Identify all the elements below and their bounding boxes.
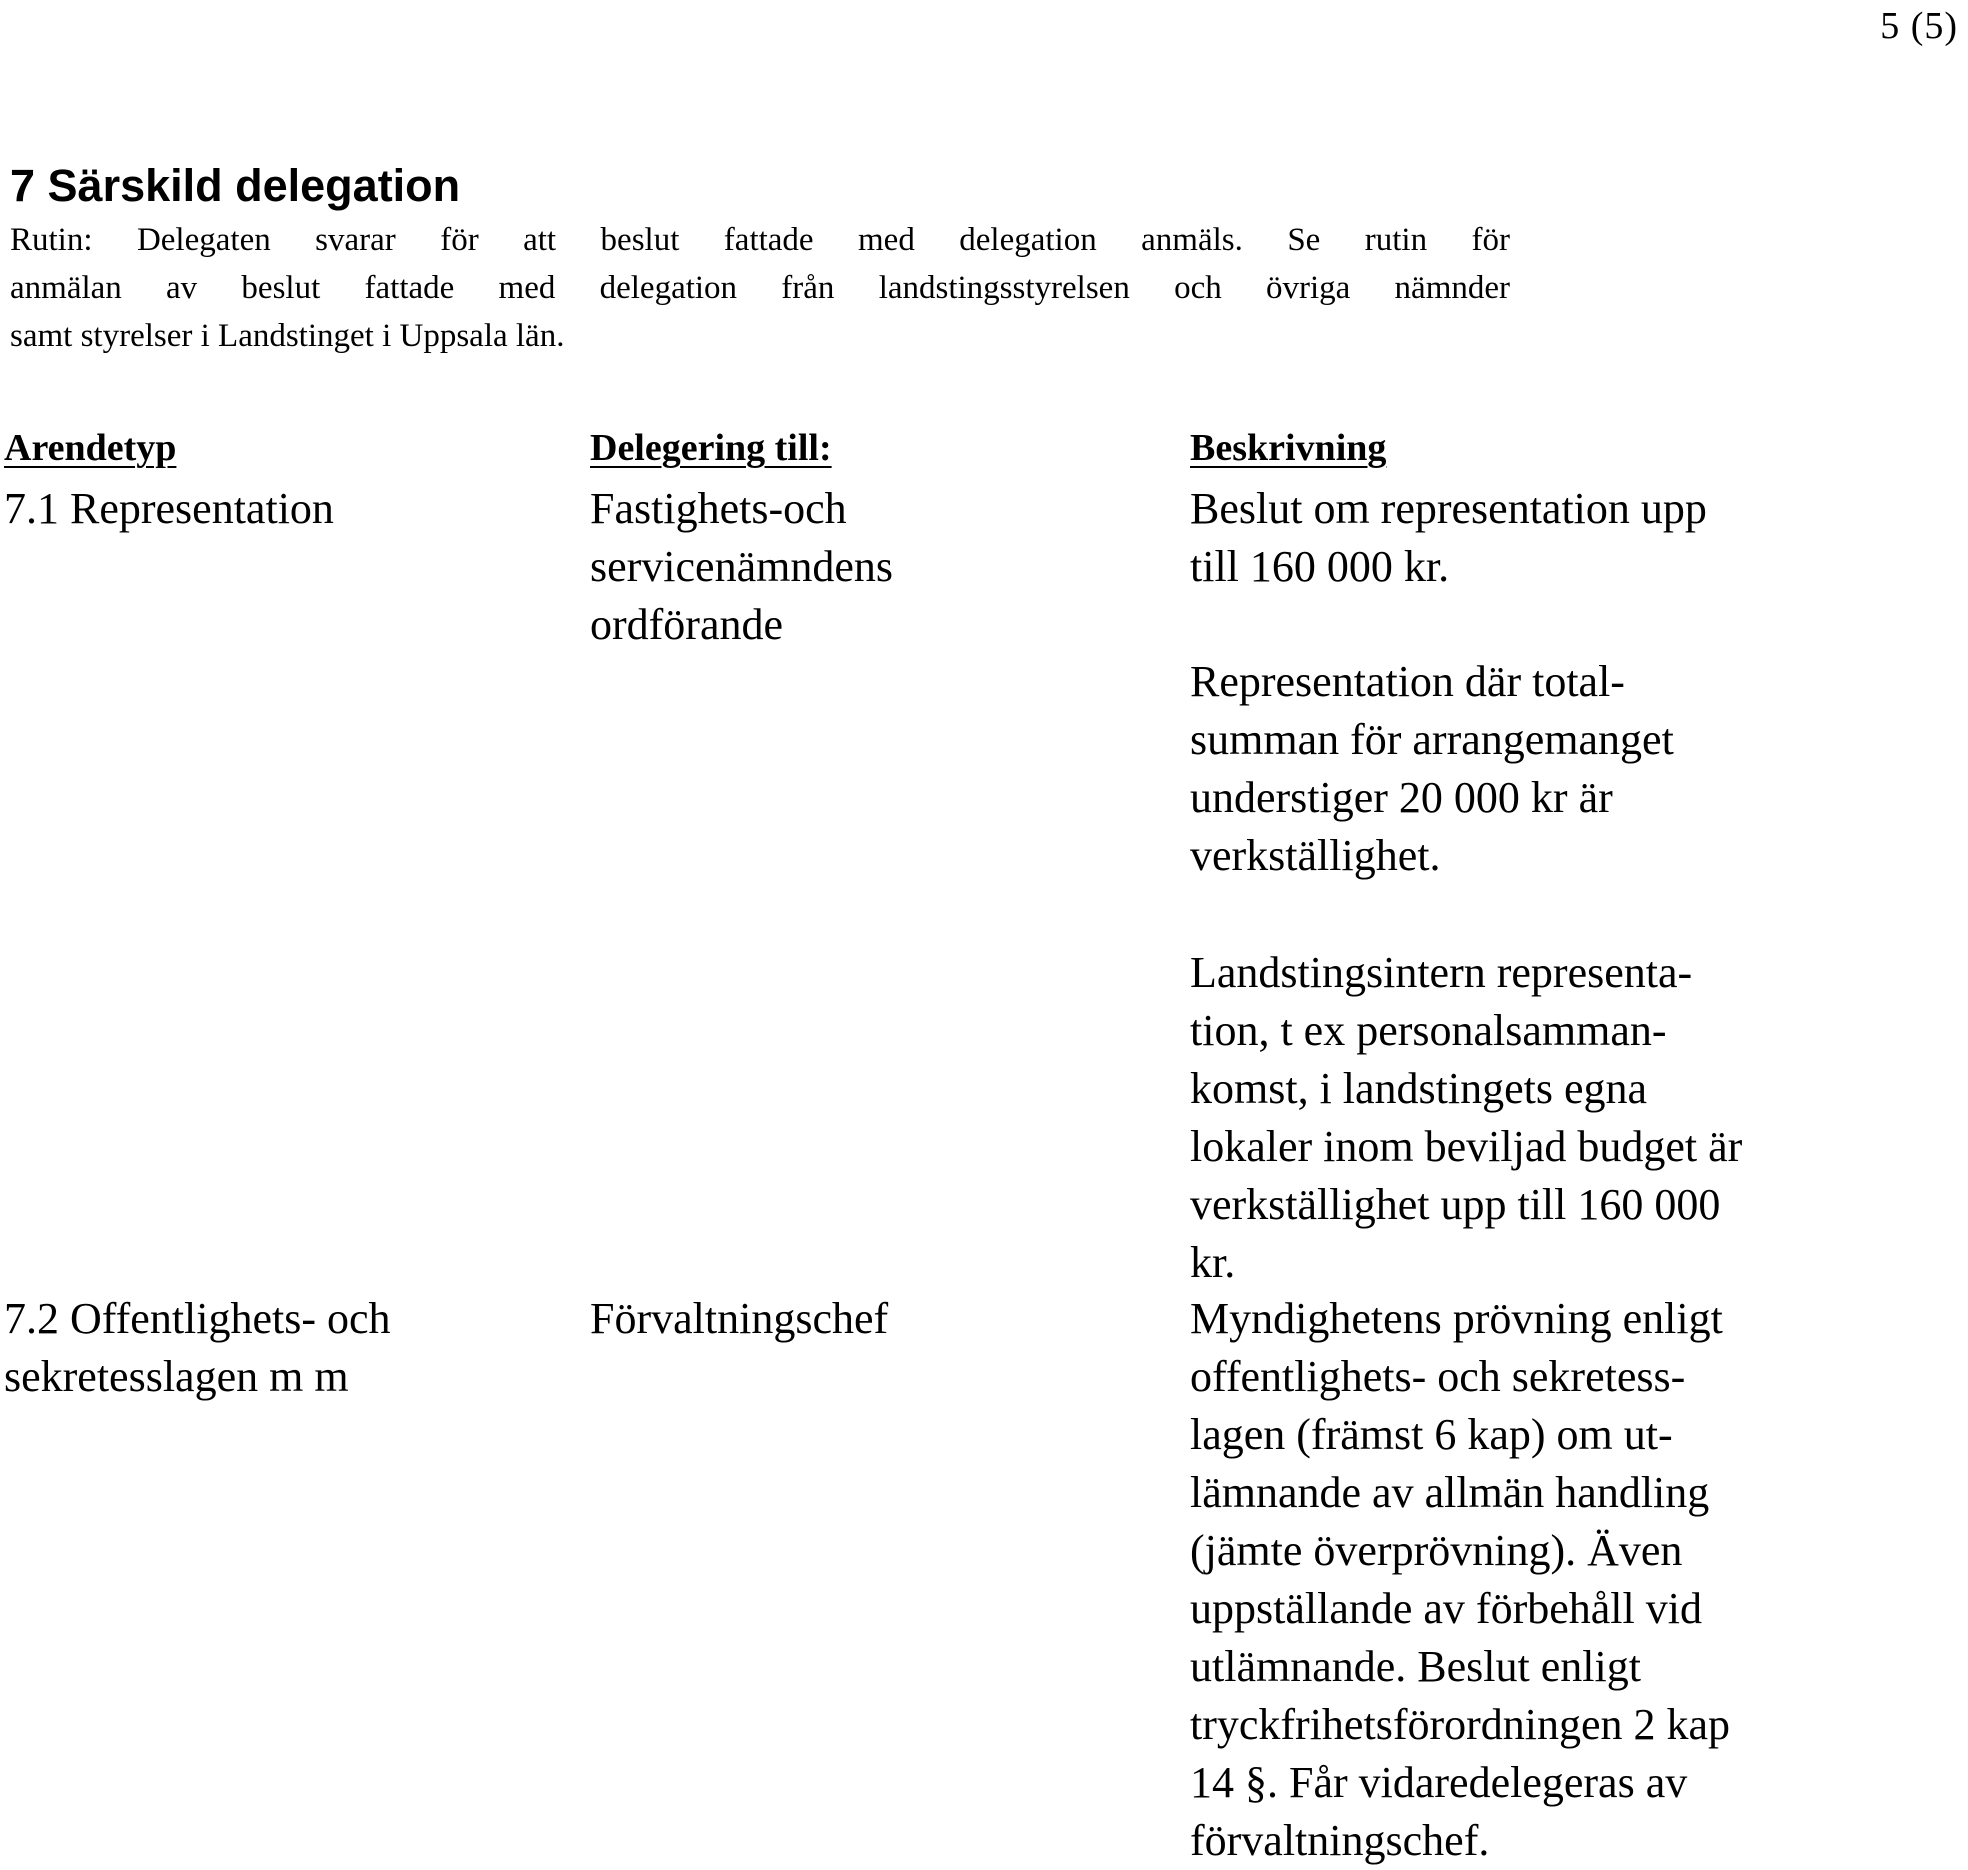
- column-header-beskrivning: Beskrivning: [1190, 427, 1387, 469]
- row-7-2-delegering: [590, 1290, 888, 1348]
- cell-line: tryckfrihetsförordningen 2 kap: [1190, 1700, 1731, 1749]
- cell-line: lagen (främst 6 kap) om ut-: [1190, 1410, 1673, 1459]
- cell-line: förvaltningschef.: [1190, 1816, 1490, 1865]
- cell-line: utlämnande. Beslut enligt: [1190, 1642, 1641, 1691]
- cell-line: Förvaltningschef: [590, 1294, 889, 1343]
- cell-line: (jämte överprövning). Även: [1190, 1526, 1683, 1575]
- cell-line: Beslut om representation upp: [1190, 484, 1707, 533]
- cell-line: Landstingsintern representa-: [1190, 948, 1693, 997]
- routine-line: Rutin: Delegaten svarar för att beslut fattade med delegation anmäls. Se rutin för: [10, 222, 1510, 258]
- cell-line: Representation där total-: [1190, 657, 1625, 706]
- cell-line: sekretesslagen m m: [4, 1352, 349, 1401]
- row-7-1-beskrivning-p3: [1190, 944, 1742, 1292]
- cell-line: 14 §. Får vidaredelegeras av: [1190, 1758, 1688, 1807]
- cell-line: summan för arrangemanget: [1190, 715, 1674, 764]
- cell-line: servicenämndens: [590, 542, 893, 591]
- routine-line: samt styrelser i Landstinget i Uppsala län.: [10, 318, 565, 354]
- routine-paragraph: [10, 216, 1510, 360]
- row-7-1-beskrivning-p1: [1190, 480, 1707, 596]
- row-7-2-beskrivning: [1190, 1290, 1730, 1870]
- row-7-2-arendetyp: [4, 1290, 391, 1406]
- row-7-1-arendetyp: [4, 480, 334, 538]
- cell-line: 7.2 Offentlighets- och: [4, 1294, 391, 1343]
- cell-line: offentlighets- och sekretess-: [1190, 1352, 1686, 1401]
- cell-line: lämnande av allmän handling: [1190, 1468, 1710, 1517]
- cell-line: till 160 000 kr.: [1190, 542, 1450, 591]
- cell-line: Fastighets-och: [590, 484, 847, 533]
- cell-line: ordförande: [590, 600, 784, 649]
- cell-line: lokaler inom beviljad budget är: [1190, 1122, 1743, 1171]
- column-header-delegering: Delegering till:: [590, 427, 832, 469]
- cell-line: Myndighetens prövning enligt: [1190, 1294, 1723, 1343]
- column-header-arendetyp: Arendetyp: [4, 427, 177, 469]
- cell-line: uppställande av förbehåll vid: [1190, 1584, 1702, 1633]
- routine-line: anmälan av beslut fattade med delegation från landstingsstyrelsen och övriga nämnder: [10, 270, 1510, 306]
- cell-line: kr.: [1190, 1238, 1236, 1287]
- page-number: 5 (5): [1880, 5, 1958, 47]
- cell-line: tion, t ex personalsamman-: [1190, 1006, 1667, 1055]
- section-heading: 7 Särskild delegation: [10, 160, 461, 211]
- cell-line: 7.1 Representation: [4, 484, 334, 533]
- cell-line: verkställighet upp till 160 000: [1190, 1180, 1721, 1229]
- row-7-1-beskrivning-p2: [1190, 653, 1674, 885]
- cell-line: komst, i landstingets egna: [1190, 1064, 1648, 1113]
- cell-line: verkställighet.: [1190, 831, 1441, 880]
- row-7-1-delegering: [590, 480, 893, 654]
- cell-line: understiger 20 000 kr är: [1190, 773, 1613, 822]
